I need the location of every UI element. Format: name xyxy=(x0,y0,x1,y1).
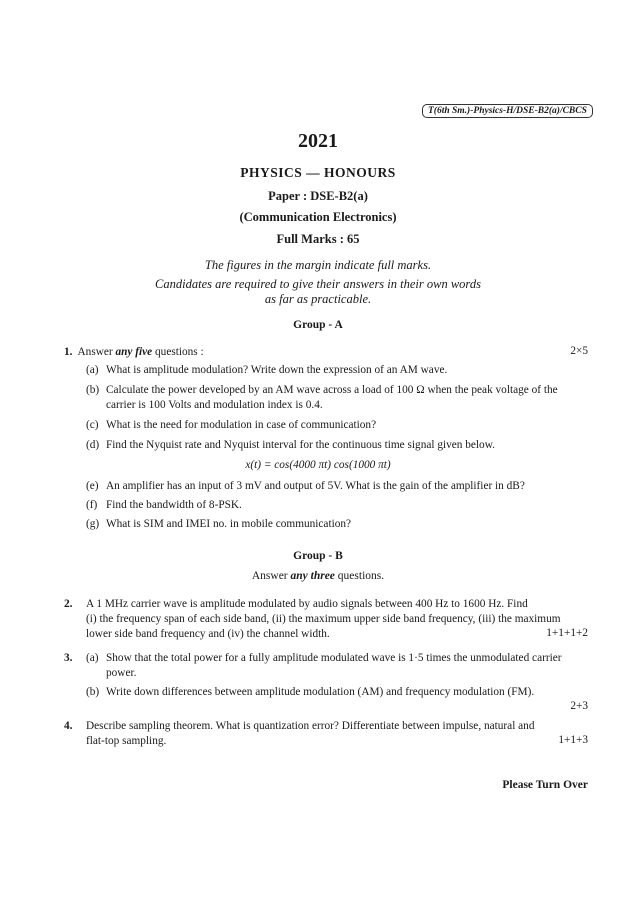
group-b-instruction xyxy=(0,570,636,582)
sub-question-text: What is the need for modulation in case of communication? xyxy=(106,419,377,431)
sub-question-label: (a) xyxy=(86,364,99,376)
sub-question-f xyxy=(86,498,588,513)
sub-question-text: An amplifier has an input of 3 mV and output of 5V. What is the gain of the amplifier in dB? xyxy=(106,480,525,492)
question-3-marks: 2+3 xyxy=(570,700,588,712)
sub-question-label: (f) xyxy=(86,499,98,511)
group-a-heading: Group - A xyxy=(293,319,343,331)
course-title: (Communication Electronics) xyxy=(239,210,397,224)
sub-question-g xyxy=(86,517,588,532)
signal-formula: x(t) = cos(4000 πt) cos(1000 πt) xyxy=(245,459,391,471)
question-2-line-2: (i) the frequency span of each side band, (ii) the maximum upper side band frequency, (iii) the maximum xyxy=(86,613,561,625)
question-1-marks: 2×5 xyxy=(570,345,588,357)
sub-question-c xyxy=(86,418,588,433)
sub-question-text: Show that the total power for a fully amplitude modulated wave is 1·5 times the unmodulated carrier power. xyxy=(106,652,562,679)
instruction-suffix: questions. xyxy=(337,570,385,582)
question-number: 1. xyxy=(64,346,73,358)
instruction-line-2: Candidates are required to give their answers in their own words xyxy=(155,277,481,291)
sub-question-label: (b) xyxy=(86,384,100,396)
question-4-number: 4. xyxy=(64,720,73,732)
sub-question-label: (c) xyxy=(86,419,99,431)
instruction-line-1: The figures in the margin indicate full marks. xyxy=(204,258,432,272)
question-prefix: Answer xyxy=(77,346,113,358)
sub-question-text: What is amplitude modulation? Write down the expression of an AM wave. xyxy=(106,364,448,376)
question-3-part-b xyxy=(86,685,588,700)
sub-question-text: Calculate the power developed by an AM wave across a load of 100 Ω when the peak voltage of the carrier is 100 Volts and modulation index is 0.4. xyxy=(106,384,558,411)
sub-question-label: (b) xyxy=(86,686,100,698)
question-2-number: 2. xyxy=(64,598,73,610)
question-emphasis: any five xyxy=(115,346,153,358)
sub-question-text: Find the Nyquist rate and Nyquist interval for the continuous time signal given below. xyxy=(106,439,495,451)
sub-question-label: (d) xyxy=(86,439,100,451)
sub-question-text: Write down differences between amplitude modulation (AM) and frequency modulation (FM). xyxy=(106,686,535,698)
sub-question-label: (e) xyxy=(86,480,99,492)
exam-year: 2021 xyxy=(298,130,338,152)
sub-question-d xyxy=(86,438,588,453)
instruction-prefix: Answer xyxy=(251,570,288,582)
paper-title: Paper : DSE-B2(a) xyxy=(268,189,368,203)
question-4-line-1: Describe sampling theorem. What is quantization error? Differentiate between impulse, natural and xyxy=(86,720,535,732)
question-suffix: questions : xyxy=(155,346,204,358)
question-2-line-3: lower side band frequency and (iv) the channel width. xyxy=(86,628,330,640)
question-2-marks: 1+1+1+2 xyxy=(546,627,588,639)
instruction-line-3: as far as practicable. xyxy=(264,292,372,306)
sub-question-label: (a) xyxy=(86,652,99,664)
question-2-line-1: A 1 MHz carrier wave is amplitude modulated by audio signals between 400 Hz to 1600 Hz. Find xyxy=(86,598,528,610)
subject-title: PHYSICS — HONOURS xyxy=(240,165,396,180)
group-b-heading: Group - B xyxy=(293,550,343,562)
sub-question-text: What is SIM and IMEI no. in mobile communication? xyxy=(106,518,352,530)
question-4-line-2: flat-top sampling. xyxy=(86,735,167,747)
question-4-marks: 1+1+3 xyxy=(558,734,588,746)
sub-question-text: Find the bandwidth of 8-PSK. xyxy=(106,499,242,511)
question-1 xyxy=(64,345,204,360)
instruction-emphasis: any three xyxy=(290,570,335,582)
sub-question-e xyxy=(86,479,588,494)
question-3-part-a xyxy=(86,651,588,681)
paper-code: T(6th Sm.)-Physics-H/DSE-B2(a)/CBCS xyxy=(422,104,593,118)
please-turn-over: Please Turn Over xyxy=(502,779,588,791)
sub-question-label: (g) xyxy=(86,518,100,530)
full-marks: Full Marks : 65 xyxy=(276,232,360,246)
question-3-number: 3. xyxy=(64,652,73,664)
sub-question-b xyxy=(86,383,588,413)
sub-question-a xyxy=(86,363,588,378)
